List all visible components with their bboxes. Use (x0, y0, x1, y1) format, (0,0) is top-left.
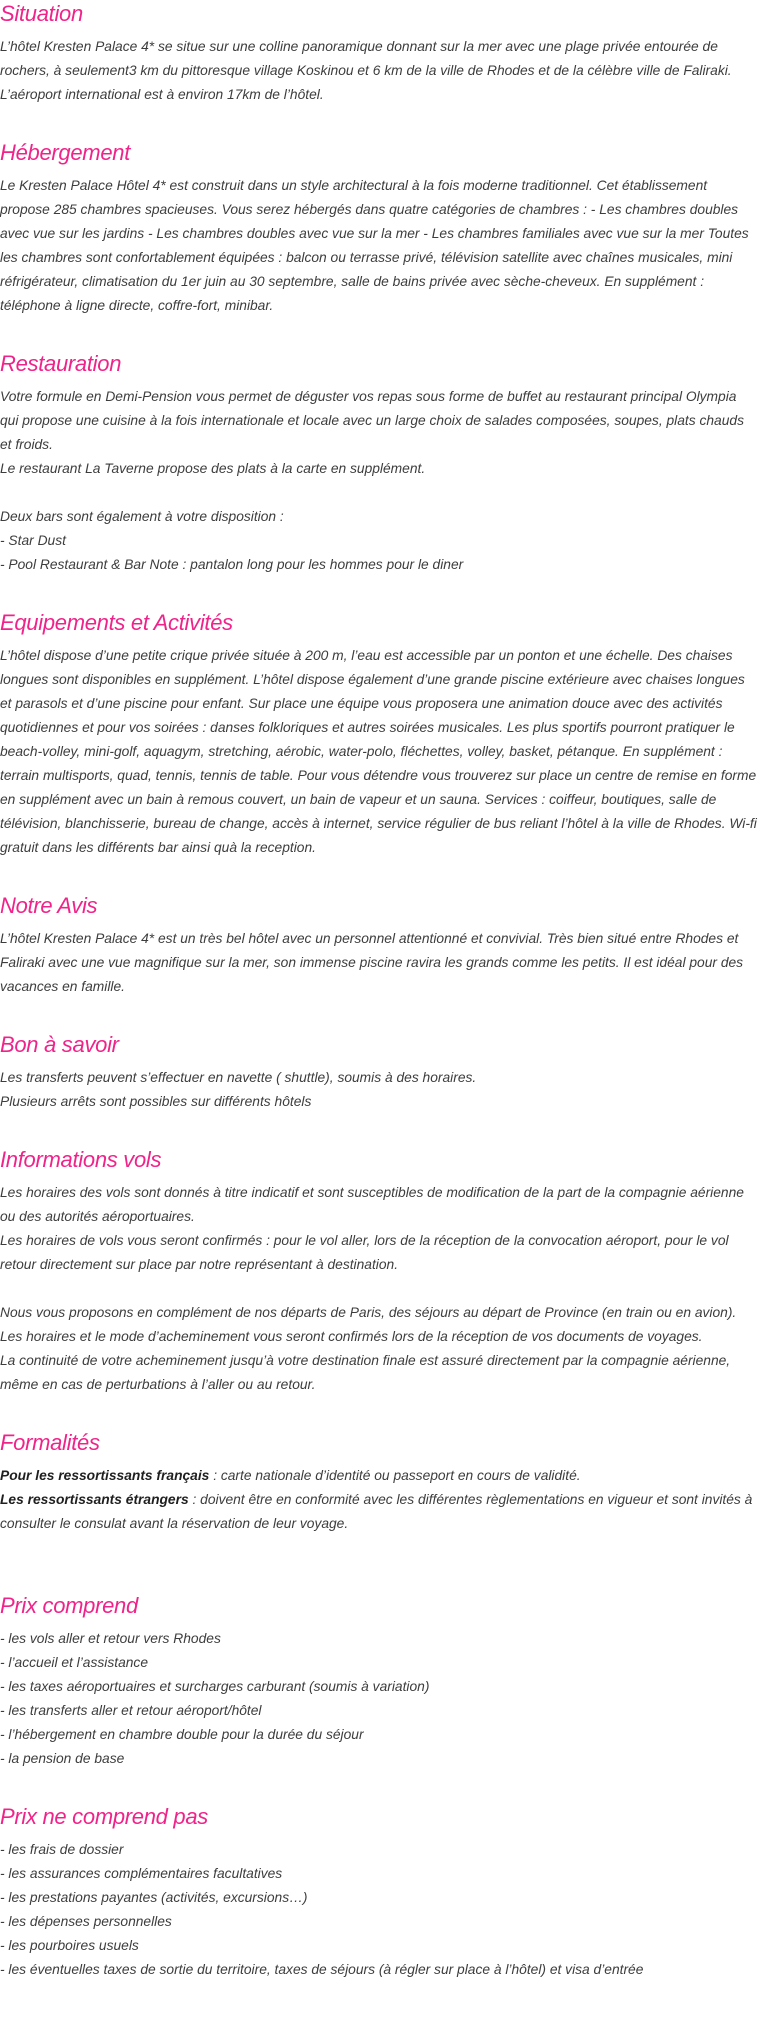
list-item: - les vols aller et retour vers Rhodes (0, 1631, 221, 1646)
section-text: L’hôtel Kresten Palace 4* se situe sur une colline panoramique donnant sur la mer avec une plage privée entourée de rochers, à seulement3 km du pittoresque village Koskinou et 6 km de la ville de Rhodes et de la célèbre ville de Faliraki. L’aéroport international est à environ 17km de l’hôtel. (0, 39, 732, 102)
section-text: Plusieurs arrêts sont possibles sur différents hôtels (0, 1094, 312, 1109)
list-item: - les prestations payantes (activités, excursions…) (0, 1890, 308, 1905)
included-list (0, 1627, 758, 1771)
section-bon-a-savoir (0, 1031, 758, 1114)
section-text (0, 1488, 758, 1536)
section-formalites (0, 1429, 758, 1536)
french-nationals-text: : carte nationale d’identité ou passeport en cours de validité. (209, 1468, 581, 1483)
list-item: - les dépenses personnelles (0, 1914, 172, 1929)
section-text: Le restaurant La Taverne propose des plats à la carte en supplément. (0, 461, 426, 476)
section-equipements (0, 609, 758, 860)
section-prix-comprend (0, 1592, 758, 1771)
excluded-list (0, 1838, 758, 1982)
section-title: Prix ne comprend pas (0, 1804, 208, 1829)
section-title: Hébergement (0, 140, 130, 165)
section-text: Les horaires et le mode d’acheminement vous seront confirmés lors de la réception de vos documents de voyages. (0, 1329, 703, 1344)
section-title: Bon à savoir (0, 1032, 119, 1057)
section-text: La continuité de votre acheminement jusqu’à votre destination finale est assuré directement par la compagnie aérienne, même en cas de perturbations à l’aller ou au retour. (0, 1353, 731, 1392)
section-text: Les horaires des vols sont donnés à titre indicatif et sont susceptibles de modification de la part de la compagnie aérienne ou des autorités aéroportuaires. (0, 1185, 744, 1224)
french-nationals-label: Pour les ressortissants français (0, 1468, 210, 1483)
section-text (0, 1464, 758, 1488)
list-item: - l’hébergement en chambre double pour la durée du séjour (0, 1727, 364, 1742)
section-title: Informations vols (0, 1147, 162, 1172)
section-restauration (0, 350, 758, 577)
list-item: - les transferts aller et retour aéroport/hôtel (0, 1703, 262, 1718)
section-notre-avis (0, 892, 758, 999)
section-text: Votre formule en Demi-Pension vous permet de déguster vos repas sous forme de buffet au restaurant principal Olympia qui propose une cuisine à la fois internationale et locale avec un large choix de salades composées, soupes, plats chauds et froids. (0, 389, 744, 452)
section-text: Les horaires de vols vous seront confirmés : pour le vol aller, lors de la réception de la convocation aéroport, pour le vol retour directement sur place par notre représentant à destination. (0, 1233, 729, 1272)
section-title: Restauration (0, 351, 122, 376)
list-item: - les pourboires usuels (0, 1938, 139, 1953)
section-title: Prix comprend (0, 1593, 138, 1618)
list-item: - les éventuelles taxes de sortie du territoire, taxes de séjours (à régler sur place à l’hôtel) et visa d’entrée (0, 1962, 644, 1977)
list-item: - les assurances complémentaires facultatives (0, 1866, 283, 1881)
section-title: Formalités (0, 1430, 100, 1455)
foreign-nationals-label: Les ressortissants étrangers (0, 1492, 189, 1507)
section-text: L’hôtel Kresten Palace 4* est un très bel hôtel avec un personnel attentionné et convivial. Très bien situé entre Rhodes et Faliraki avec une vue magnifique sur la mer, son immense piscine ravira les grands comme les petits. Il est idéal pour des vacances en famille. (0, 931, 744, 994)
section-text: Les transferts peuvent s’effectuer en navette ( shuttle), soumis à des horaires. (0, 1070, 477, 1085)
section-situation (0, 0, 758, 107)
section-text: L’hôtel dispose d’une petite crique privée située à 200 m, l’eau est accessible par un ponton et une échelle. Des chaises longues sont disponibles en supplément. L’hôtel dispose également d’une grande piscine extérieure avec chaises longues et parasols et d’une piscine pour enfant. Sur place une équipe vous proposera une animation douce avec des activités quotidiennes et pour vos soirées : danses folkloriques et autres soirées musicales. Les plus sportifs pourront pratiquer le beach-volley, mini-golf, aquagym, stretching, aérobic, water-polo, fléchettes, volley, basket, pétanque. En supplément : terrain multisports, quad, tennis, tennis de table. Pour vous détendre vous trouverez sur place un centre de remise en forme en supplément avec un bain à remous couvert, un bain de vapeur et un sauna. Services : coiffeur, boutiques, salle de télévision, blanchisserie, bureau de change, accès à internet, service régulier de bus reliant l’hôtel à la ville de Rhodes. Wi-fi gratuit dans les différents bar ainsi quà la reception. (0, 648, 757, 855)
section-title: Notre Avis (0, 893, 98, 918)
list-item: - la pension de base (0, 1751, 125, 1766)
list-item: - Pool Restaurant & Bar Note : pantalon long pour les hommes pour le diner (0, 557, 464, 572)
section-title: Situation (0, 1, 83, 26)
section-prix-ne-comprend-pas (0, 1803, 758, 1982)
list-item: - l’accueil et l’assistance (0, 1655, 148, 1670)
section-title: Equipements et Activités (0, 610, 233, 635)
section-text: Nous vous proposons en complément de nos départs de Paris, des séjours au départ de Province (en train ou en avion). (0, 1305, 737, 1320)
foreign-nationals-text: : doivent être en conformité avec les différentes règlementations en vigueur et sont invités à consulter le consulat avant la réservation de leur voyage. (0, 1492, 753, 1531)
list-item: - les frais de dossier (0, 1842, 124, 1857)
list-item: - Star Dust (0, 533, 66, 548)
section-text: Deux bars sont également à votre disposition : (0, 509, 284, 524)
section-informations-vols (0, 1146, 758, 1397)
list-item: - les taxes aéroportuaires et surcharges carburant (soumis à variation) (0, 1679, 430, 1694)
section-text: Le Kresten Palace Hôtel 4* est construit dans un style architectural à la fois moderne traditionnel. Cet établissement propose 285 chambres spacieuses. Vous serez hébergés dans quatre catégories de chambres : - Les chambres doubles avec vue sur les jardins - Les chambres doubles avec vue sur la mer - Les chambres familiales avec vue sur la mer Toutes les chambres sont confortablement équipées : balcon ou terrasse privé, télévision satellite avec chaînes musicales, mini réfrigérateur, climatisation du 1er juin au 30 septembre, salle de bains privée avec sèche-cheveux. En supplément : téléphone à ligne directe, coffre-fort, minibar. (0, 178, 749, 313)
section-hebergement (0, 139, 758, 318)
